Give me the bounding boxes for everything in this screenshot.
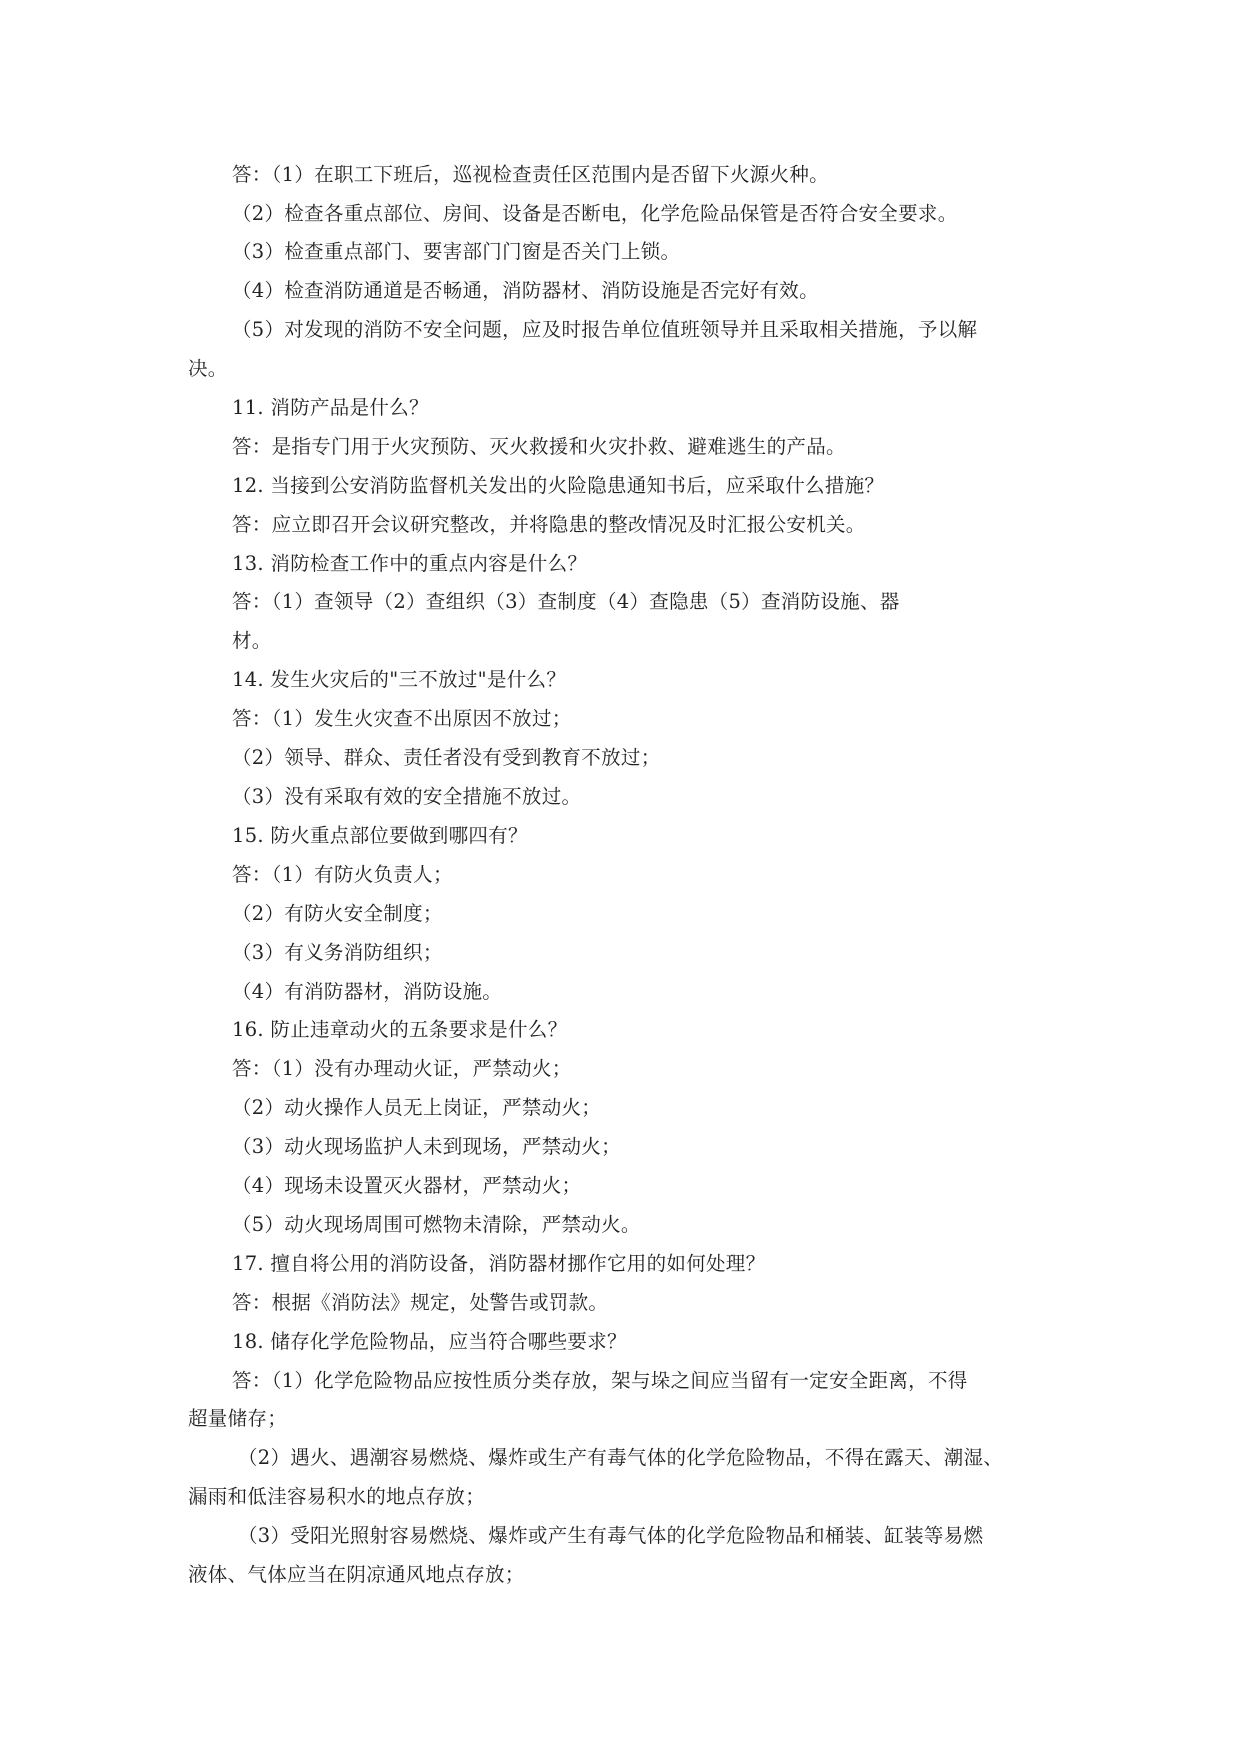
question-heading: 17. 擅自将公用的消防设备，消防器材挪作它用的如何处理？ [232,1252,766,1275]
text-line: （2）领导、群众、责任者没有受到教育不放过； [232,746,661,769]
text-line: （3）检查重点部门、要害部门门窗是否关门上锁。 [232,240,681,263]
question-heading: 11. 消防产品是什么？ [232,396,429,419]
text-line: 答：（1）查领导（2）查组织（3）查制度（4）查隐患（5）查消防设施、器 [232,590,900,613]
question-heading: 16. 防止违章动火的五条要求是什么？ [232,1018,568,1041]
text-line: （5）动火现场周围可燃物未清除，严禁动火。 [232,1213,641,1236]
question-heading: 15. 防火重点部位要做到哪四有？ [232,824,528,847]
question-heading: 13. 消防检查工作中的重点内容是什么？ [232,552,588,575]
text-line: （5）对发现的消防不安全问题，应及时报告单位值班领导并且采取相关措施，予以解 [232,318,978,341]
text-line: （3）没有采取有效的安全措施不放过。 [232,785,582,808]
text-line: 答：应立即召开会议研究整改，并将隐患的整改情况及时汇报公安机关。 [232,513,866,536]
question-heading: 12. 当接到公安消防监督机关发出的火险隐患通知书后，应采取什么措施？ [232,474,885,497]
text-line: （3）动火现场监护人未到现场，严禁动火； [232,1135,621,1158]
text-line: 液体、气体应当在阴凉通风地点存放； [188,1563,525,1586]
text-line: 答：（1）没有办理动火证，严禁动火； [232,1057,572,1080]
text-line: （4）现场未设置灭火器材，严禁动火； [232,1174,582,1197]
text-line: 答：根据《消防法》规定，处警告或罚款。 [232,1291,609,1314]
text-line: （4）有消防器材，消防设施。 [232,980,503,1003]
text-line: （2）遇火、遇潮容易燃烧、爆炸或生产有毒气体的化学危险物品，不得在露天、潮湿、 [238,1446,1004,1469]
text-line: 答：（1）在职工下班后，巡视检查责任区范围内是否留下火源火种。 [232,163,829,186]
text-line: （2）检查各重点部位、房间、设备是否断电，化学危险品保管是否符合安全要求。 [232,202,958,225]
question-heading: 14. 发生火灾后的"三不放过"是什么？ [232,668,567,691]
text-line: 答：（1）有防火负责人； [232,863,453,886]
question-heading: 18. 储存化学危险物品，应当符合哪些要求？ [232,1330,627,1353]
text-line: （2）动火操作人员无上岗证，严禁动火； [232,1096,602,1119]
text-line: 答：是指专门用于火灾预防、灭火救援和火灾扑救、避难逃生的产品。 [232,435,846,458]
text-line: 答：（1）发生火灾查不出原因不放过； [232,707,572,730]
text-line: 决。 [188,357,228,380]
text-line: （3）受阳光照射容易燃烧、爆炸或产生有毒气体的化学危险物品和桶装、缸装等易燃 [238,1524,984,1547]
text-line: 材。 [232,629,272,652]
text-line: （4）检查消防通道是否畅通，消防器材、消防设施是否完好有效。 [232,279,819,302]
text-line: 漏雨和低洼容易积水的地点存放； [188,1485,486,1508]
text-line: 超量储存； [188,1407,288,1430]
text-line: 答：（1）化学危险物品应按性质分类存放，架与垛之间应当留有一定安全距离，不得 [232,1369,968,1392]
text-line: （3）有义务消防组织； [232,941,443,964]
text-line: （2）有防火安全制度； [232,902,443,925]
